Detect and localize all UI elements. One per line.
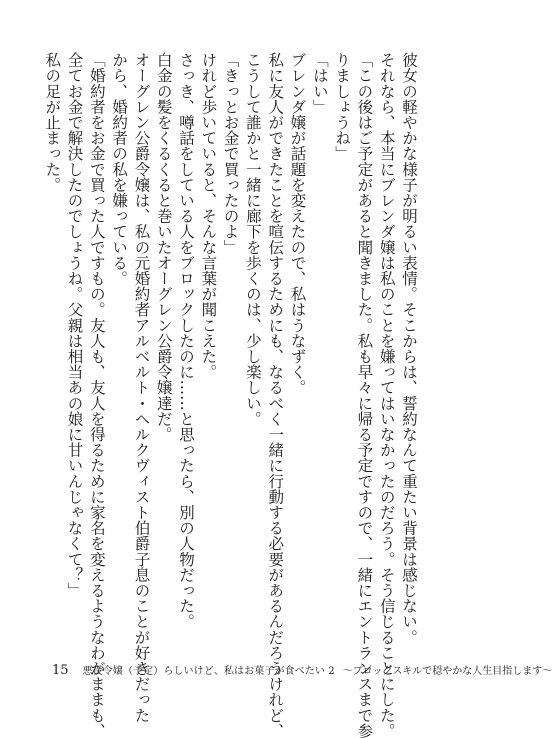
text-line: 「きっとお金で買ったのよ」	[221, 52, 240, 255]
text-line: りましょうね」	[333, 52, 352, 162]
text-line: 私に友人ができたことを喧伝するためにも、なるべく一緒に行動する必要があるんだろうけれど、	[266, 52, 285, 738]
page-footer	[52, 662, 552, 678]
text-line: 彼女の軽やかな様子が明るい表情。そこからは、誓約なんて重たい背景は感じない。	[400, 52, 418, 645]
text-line: それなら、本当にブレンダ嬢は私のことを嫌ってはいなかったのだろう。そう信じることにした。	[377, 52, 396, 738]
text-line: けれど歩いていると、そんな言葉が聞こえた。	[199, 52, 218, 380]
text-line: こうして誰かと一緒に廊下を歩くのは、少し楽しい。	[243, 52, 262, 427]
text-line: 全てお金で解決したのでしょうね。父親は相当あの娘に甘いんじゃなくて？」	[65, 52, 84, 598]
text-line: オーグレン公爵令嬢は、私の元婚約者アルベルト・ヘルクヴィスト伯爵子息のことが好きだった	[132, 52, 151, 723]
book-subtitle: ～ブロックスキルで穏やかな人生目指します～	[342, 666, 552, 677]
text-line: 私の足が止まった。	[43, 52, 62, 193]
text-line: 「婚約者をお金で買った人ですもの。友人も、友人を得るために家名を変えるようなわがままも、	[87, 52, 106, 738]
text-line: さっき、噂話をしている人をブロックしたのに……と思ったら、別の人物だった。	[177, 52, 196, 630]
text-line: 白金の髪をくるくると巻いたオーグレン公爵令嬢達だ。	[154, 52, 173, 442]
text-line: から、婚約者の私を嫌っている。	[110, 52, 129, 286]
text-line: 「この後はご予定があると聞きました。私も早々に帰る予定ですので、一緒にエントランスまで参	[355, 52, 374, 738]
book-title: 悪役令嬢（予定）らしいけど、私はお菓子が食べたい 2	[82, 666, 335, 677]
page-number: 15	[52, 663, 69, 678]
text-line: ブレンダ嬢が話題を変えたので、私はうなずく。	[288, 52, 307, 396]
text-line: 「はい」	[310, 52, 329, 115]
